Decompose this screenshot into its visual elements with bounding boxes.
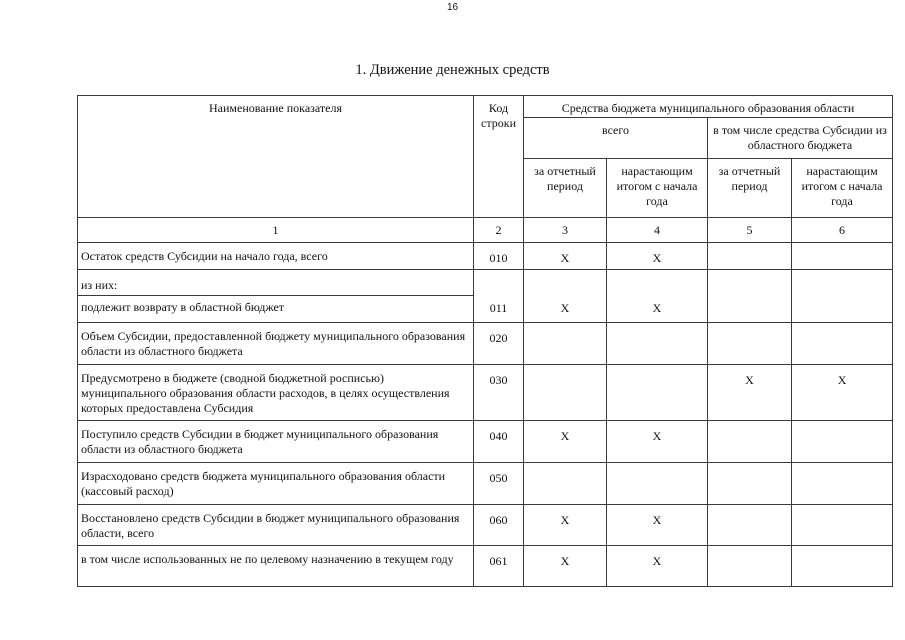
- row-name: подлежит возврату в областной бюджет: [78, 296, 474, 323]
- cash-flow-table: [77, 95, 893, 587]
- table-row: [78, 505, 893, 546]
- cell-col3: [524, 270, 607, 323]
- cell-col5: [708, 243, 792, 270]
- table-row: [78, 270, 893, 296]
- cell-col3: [524, 463, 607, 505]
- header-row-code: Код строки: [474, 96, 524, 218]
- cell-col3: Х: [524, 421, 607, 463]
- row-name: Предусмотрено в бюджете (сводной бюджетной росписью) муниципального образования области расходов, в целях осуществления которых предоставлена Субсидия: [78, 365, 474, 421]
- cell-col4-text: Х: [652, 301, 662, 315]
- cell-col6: [792, 270, 893, 323]
- row-code: 050: [474, 463, 524, 505]
- row-code: 040: [474, 421, 524, 463]
- row-code: 061: [474, 546, 524, 587]
- cell-col5: [708, 323, 792, 365]
- table-row: [78, 323, 893, 365]
- header-for-period-total: за отчетный период: [524, 159, 607, 218]
- column-number-5: 5: [708, 218, 792, 243]
- column-number-3: 3: [524, 218, 607, 243]
- cell-col4: Х: [607, 505, 708, 546]
- row-code: 010: [474, 243, 524, 270]
- cell-col5: [708, 463, 792, 505]
- cell-col5: [708, 505, 792, 546]
- row-code: 020: [474, 323, 524, 365]
- row-code-text: 011: [489, 301, 508, 315]
- row-name: Поступило средств Субсидии в бюджет муниципального образования области из областного бюджета: [78, 421, 474, 463]
- row-name: Восстановлено средств Субсидии в бюджет муниципального образования области, всего: [78, 505, 474, 546]
- cell-col4: Х: [607, 243, 708, 270]
- cell-col6: Х: [792, 365, 893, 421]
- cell-col6: [792, 463, 893, 505]
- column-number-6: 6: [792, 218, 893, 243]
- cell-col6: [792, 323, 893, 365]
- table-row: [78, 421, 893, 463]
- row-name: Израсходовано средств бюджета муниципального образования области (кассовый расход): [78, 463, 474, 505]
- cell-col6: [792, 505, 893, 546]
- table-row: [78, 546, 893, 587]
- header-indicator-name: Наименование показателя: [78, 96, 474, 218]
- page-number: 16: [446, 2, 459, 13]
- cell-col6: [792, 243, 893, 270]
- cell-col3: Х: [524, 505, 607, 546]
- cell-col3: [524, 323, 607, 365]
- header-municipal-funds: Средства бюджета муниципального образования области: [524, 96, 893, 118]
- cell-col6: [792, 546, 893, 587]
- row-code: 030: [474, 365, 524, 421]
- header-cumulative-subsidy: нарастающим итогом с начала года: [792, 159, 893, 218]
- cell-col4: Х: [607, 546, 708, 587]
- cell-col4: Х: [607, 421, 708, 463]
- header-including-subsidy: в том числе средства Субсидии из областного бюджета: [708, 118, 893, 159]
- row-name: Объем Субсидии, предоставленной бюджету муниципального образования области из областного бюджета: [78, 323, 474, 365]
- table-row: [78, 463, 893, 505]
- cell-col4: [607, 270, 708, 323]
- table-row: [78, 365, 893, 421]
- row-name: Остаток средств Субсидии на начало года, всего: [78, 243, 474, 270]
- row-code: 060: [474, 505, 524, 546]
- section-title: 1. Движение денежных средств: [355, 62, 550, 78]
- cell-col5: [708, 421, 792, 463]
- cell-col4: [607, 323, 708, 365]
- cell-col3: Х: [524, 243, 607, 270]
- column-number-1: 1: [78, 218, 474, 243]
- header-total: всего: [524, 118, 708, 159]
- cell-col3: Х: [524, 546, 607, 587]
- cell-col6: [792, 421, 893, 463]
- cell-col3: [524, 365, 607, 421]
- cell-col5: [708, 270, 792, 323]
- table-row: [78, 243, 893, 270]
- row-code: [474, 270, 524, 323]
- header-for-period-subsidy: за отчетный период: [708, 159, 792, 218]
- column-number-4: 4: [607, 218, 708, 243]
- row-name: в том числе использованных не по целевому назначению в текущем году: [78, 546, 474, 587]
- row-name-prefix: из них:: [78, 270, 474, 296]
- cell-col4: [607, 365, 708, 421]
- cell-col5: [708, 546, 792, 587]
- header-cumulative-total: нарастающим итогом с начала года: [607, 159, 708, 218]
- cell-col4: [607, 463, 708, 505]
- cell-col3-text: Х: [560, 301, 570, 315]
- cell-col5: Х: [708, 365, 792, 421]
- column-number-2: 2: [474, 218, 524, 243]
